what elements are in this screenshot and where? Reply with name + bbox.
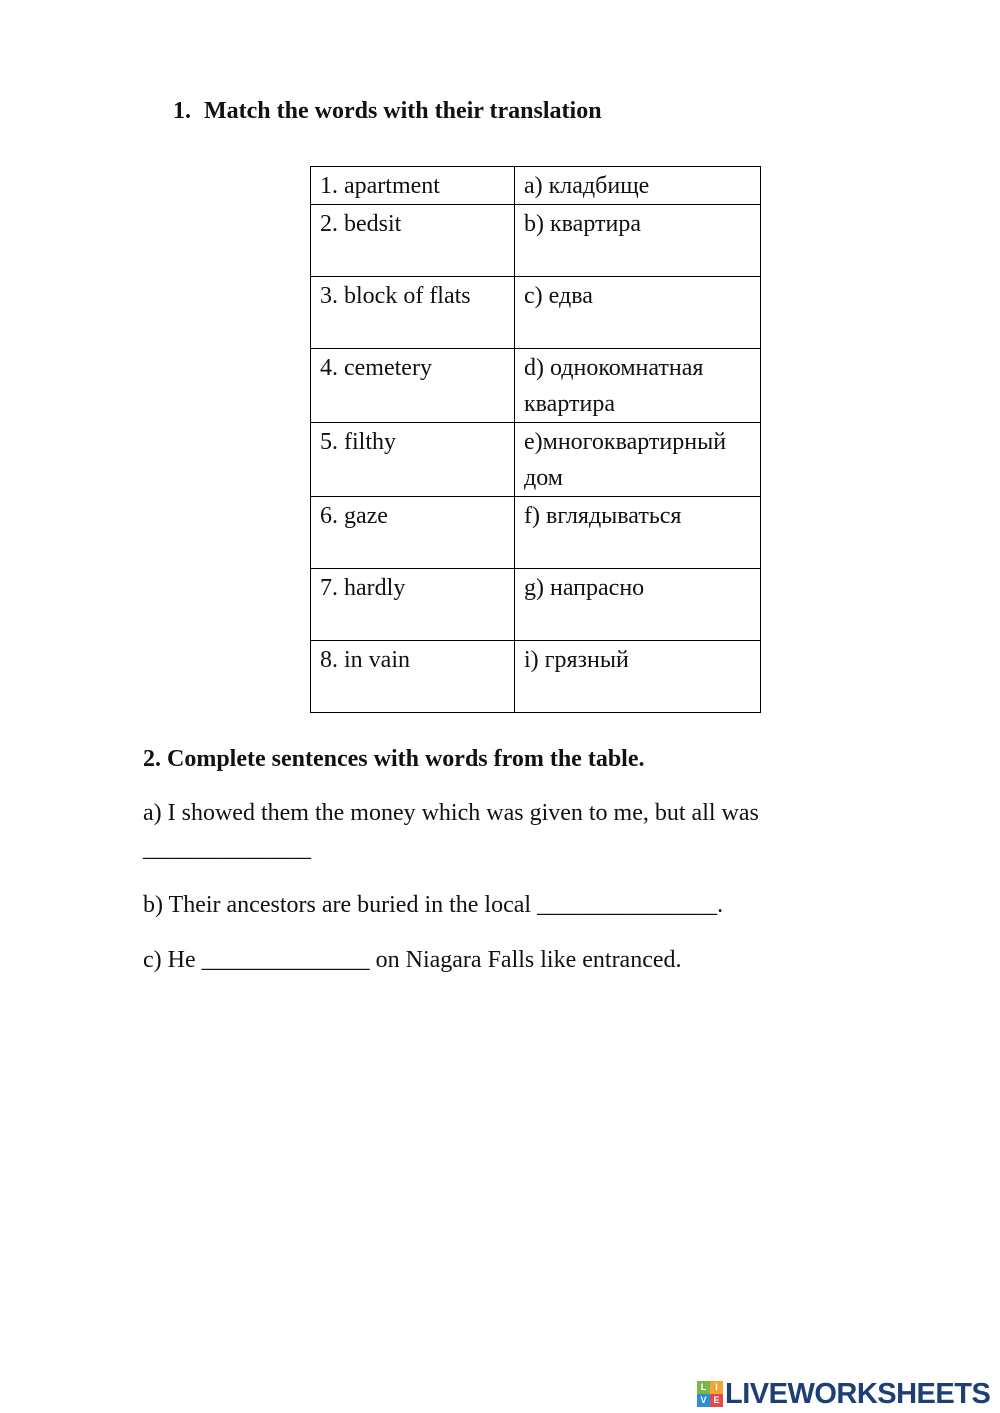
- english-word-cell: 4. cemetery: [311, 349, 515, 423]
- english-word-cell: 8. in vain: [311, 641, 515, 713]
- logo-mark-tile: E: [710, 1394, 723, 1407]
- table-row: [311, 205, 761, 277]
- translation-cell: b) квартира: [515, 205, 761, 277]
- translation-cell: d) однокомнатная квартира: [515, 349, 761, 423]
- exercise-1-title: Match the words with their translation: [204, 98, 602, 124]
- table-row: [311, 569, 761, 641]
- english-word-cell: 6. gaze: [311, 497, 515, 569]
- exercise-2-heading: 2. Complete sentences with words from the table.: [143, 746, 645, 772]
- translation-cell: a) кладбище: [515, 167, 761, 205]
- translation-cell: c) едва: [515, 277, 761, 349]
- table-row: [311, 641, 761, 713]
- english-word-cell: 3. block of flats: [311, 277, 515, 349]
- logo-wordmark: LIVEWORKSHEETS: [725, 1378, 991, 1410]
- table-row: [311, 277, 761, 349]
- logo-mark-tile: V: [697, 1394, 710, 1407]
- matching-table: [310, 166, 761, 713]
- translation-cell: g) напрасно: [515, 569, 761, 641]
- english-word-cell: 1. apartment: [311, 167, 515, 205]
- table-row: [311, 167, 761, 205]
- logo-mark-tile: L: [697, 1381, 710, 1394]
- logo-mark-tile: I: [710, 1381, 723, 1394]
- sentence-b: b) Their ancestors are buried in the local _______________.: [143, 892, 724, 918]
- exercise-1-number: 1.: [173, 98, 191, 124]
- sentence-c: c) He ______________ on Niagara Falls like entranced.: [143, 947, 682, 973]
- exercise-1-heading: [173, 95, 602, 127]
- english-word-cell: 7. hardly: [311, 569, 515, 641]
- table-row: [311, 423, 761, 497]
- english-word-cell: 5. filthy: [311, 423, 515, 497]
- liveworksheets-logo-icon: [697, 1381, 723, 1407]
- english-word-cell: 2. bedsit: [311, 205, 515, 277]
- table-row: [311, 349, 761, 423]
- translation-cell: e)многоквартирный дом: [515, 423, 761, 497]
- table-row: [311, 497, 761, 569]
- translation-cell: f) вглядываться: [515, 497, 761, 569]
- sentence-a: a) I showed them the money which was given to me, but all was ______________: [143, 800, 759, 862]
- translation-cell: i) грязный: [515, 641, 761, 713]
- liveworksheets-logo: [697, 1379, 990, 1409]
